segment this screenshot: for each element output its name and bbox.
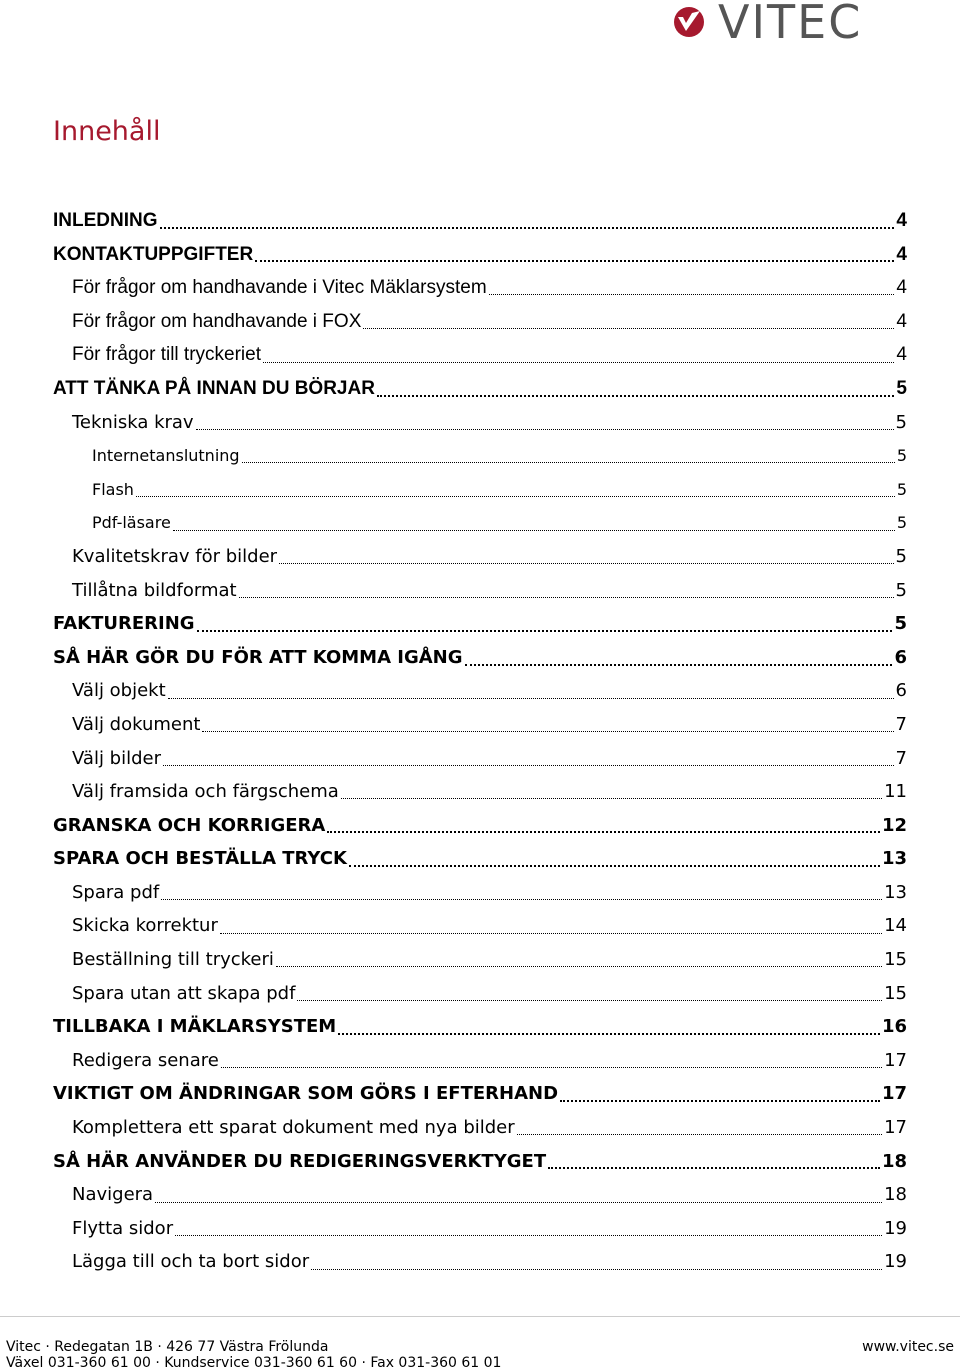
toc-dot-leader [168, 698, 894, 699]
toc-dot-leader [221, 1067, 882, 1068]
toc-entry-page-number: 5 [896, 513, 907, 533]
toc-entry-label: Spara utan att skapa pdf [72, 982, 296, 1004]
toc-entry-label: För frågor om handhavande i FOX [72, 310, 362, 332]
toc-entry-label: Tekniska krav [72, 411, 194, 433]
toc-entry-page-number: 17 [881, 1083, 907, 1105]
table-of-contents [53, 204, 907, 1279]
toc-entry[interactable] [53, 238, 907, 272]
toc-entry-label: Välj dokument [72, 713, 201, 735]
toc-entry-page-number: 17 [884, 1049, 907, 1071]
toc-dot-leader [349, 865, 880, 867]
toc-entry-page-number: 14 [884, 915, 907, 937]
toc-dot-leader [220, 933, 882, 934]
toc-entry[interactable] [53, 909, 907, 943]
toc-entry-page-number: 11 [884, 781, 907, 803]
toc-entry-page-number: 12 [881, 814, 907, 836]
page-title: Innehåll [53, 116, 161, 147]
toc-entry-label: Kvalitetskrav för bilder [72, 545, 278, 567]
toc-entry-page-number: 13 [881, 848, 907, 870]
toc-entry-page-number: 4 [896, 210, 907, 231]
toc-entry-page-number: 7 [895, 713, 907, 735]
footer-address: Vitec · Redegatan 1B · 426 77 Västra Frölunda [6, 1339, 329, 1355]
toc-entry[interactable] [53, 977, 907, 1011]
footer-divider [0, 1316, 960, 1317]
toc-entry[interactable] [53, 406, 907, 440]
toc-entry[interactable] [53, 271, 907, 305]
toc-dot-leader [338, 1033, 880, 1035]
toc-entry[interactable] [53, 674, 907, 708]
toc-entry-page-number: 4 [896, 277, 907, 299]
toc-dot-leader [517, 1134, 882, 1135]
toc-entry-page-number: 19 [884, 1217, 907, 1239]
toc-entry[interactable] [53, 943, 907, 977]
footer-line-2 [6, 1354, 954, 1372]
logo-text: VITEC [718, 0, 863, 49]
toc-entry[interactable] [53, 809, 907, 843]
toc-entry-label: Internetanslutning [92, 446, 240, 466]
toc-dot-leader [163, 765, 894, 766]
toc-entry[interactable] [53, 1044, 907, 1078]
footer-website-link[interactable]: www.vitec.se [862, 1339, 954, 1355]
toc-entry[interactable] [53, 540, 907, 574]
toc-entry[interactable] [53, 1245, 907, 1279]
toc-entry[interactable] [53, 204, 907, 238]
toc-entry-page-number: 5 [896, 446, 907, 466]
toc-dot-leader [161, 899, 882, 900]
toc-entry-label: INLEDNING [53, 210, 158, 231]
toc-dot-leader [465, 664, 893, 666]
toc-entry-label: KONTAKTUPPGIFTER [53, 243, 254, 265]
toc-entry-label: Skicka korrektur [72, 915, 218, 937]
toc-dot-leader [297, 1000, 882, 1001]
toc-dot-leader [311, 1269, 882, 1270]
toc-entry-label: Spara pdf [72, 881, 160, 903]
toc-entry-label: Pdf-läsare [92, 513, 171, 533]
toc-entry[interactable] [53, 641, 907, 675]
toc-dot-leader [242, 462, 895, 463]
toc-entry-label: GRANSKA OCH KORRIGERA [53, 814, 326, 836]
toc-entry-label: ATT TÄNKA PÅ INNAN DU BÖRJAR [53, 377, 375, 399]
toc-dot-leader [327, 831, 880, 833]
toc-entry-page-number: 5 [894, 613, 907, 635]
toc-dot-leader [363, 328, 894, 329]
toc-dot-leader [196, 429, 894, 430]
toc-entry-label: Flash [92, 479, 134, 499]
toc-entry-page-number: 4 [896, 310, 907, 332]
toc-entry[interactable] [53, 372, 907, 406]
toc-entry-page-number: 5 [895, 411, 907, 433]
toc-entry-page-number: 4 [896, 344, 907, 366]
toc-entry[interactable] [53, 473, 907, 507]
toc-entry[interactable] [53, 1077, 907, 1111]
toc-entry-label: TILLBAKA I MÄKLARSYSTEM [53, 1016, 337, 1038]
toc-entry-page-number: 6 [894, 646, 907, 668]
toc-entry-page-number: 5 [896, 377, 907, 399]
toc-entry-label: VIKTIGT OM ÄNDRINGAR SOM GÖRS I EFTERHAND [53, 1083, 559, 1105]
toc-entry[interactable] [53, 1111, 907, 1145]
toc-entry[interactable] [53, 506, 907, 540]
toc-entry[interactable] [53, 1145, 907, 1179]
toc-entry[interactable] [53, 1178, 907, 1212]
toc-entry-label: Välj framsida och färgschema [72, 781, 339, 803]
toc-entry[interactable] [53, 708, 907, 742]
toc-entry-label: FAKTURERING [53, 613, 195, 635]
toc-dot-leader [239, 597, 894, 598]
toc-entry-page-number: 19 [884, 1251, 907, 1273]
toc-entry-page-number: 13 [884, 881, 907, 903]
toc-dot-leader [160, 227, 895, 229]
toc-entry[interactable] [53, 876, 907, 910]
toc-entry-label: Redigera senare [72, 1049, 219, 1071]
toc-dot-leader [276, 966, 882, 967]
toc-entry-label: Beställning till tryckeri [72, 949, 274, 971]
toc-dot-leader [279, 563, 893, 564]
toc-entry-page-number: 6 [895, 680, 907, 702]
toc-entry-label: Tillåtna bildformat [72, 579, 237, 601]
toc-dot-leader [197, 630, 893, 632]
toc-entry[interactable] [53, 305, 907, 339]
toc-dot-leader [136, 496, 895, 497]
toc-entry-label: Lägga till och ta bort sidor [72, 1251, 310, 1273]
toc-entry-label: För frågor till tryckeriet [72, 344, 261, 366]
toc-entry[interactable] [53, 1010, 907, 1044]
toc-entry-label: Flytta sidor [72, 1217, 174, 1239]
toc-entry-label: SÅ HÄR ANVÄNDER DU REDIGERINGSVERKTYGET [53, 1150, 547, 1172]
toc-entry-page-number: 15 [884, 949, 907, 971]
toc-entry-label: För frågor om handhavande i Vitec Mäklarsystem [72, 277, 487, 299]
vitec-logo-mark-icon [672, 5, 706, 39]
toc-entry[interactable] [53, 742, 907, 776]
toc-dot-leader [263, 362, 894, 363]
toc-dot-leader [173, 530, 895, 531]
toc-entry-page-number: 5 [895, 579, 907, 601]
toc-dot-leader [255, 260, 894, 262]
toc-entry-page-number: 5 [896, 479, 907, 499]
toc-dot-leader [560, 1100, 880, 1102]
vitec-logo [672, 0, 928, 49]
toc-entry[interactable] [53, 1212, 907, 1246]
toc-entry-label: SÅ HÄR GÖR DU FÖR ATT KOMMA IGÅNG [53, 646, 463, 668]
toc-dot-leader [155, 1202, 882, 1203]
toc-entry-page-number: 18 [881, 1150, 907, 1172]
toc-entry-label: Komplettera ett sparat dokument med nya bilder [72, 1117, 515, 1139]
toc-entry-label: Navigera [72, 1184, 154, 1206]
footer-phones: Växel 031-360 61 00 · Kundservice 031-360 61 60 · Fax 031-360 61 01 [6, 1355, 502, 1371]
toc-entry[interactable] [53, 775, 907, 809]
toc-dot-leader [489, 294, 895, 295]
toc-dot-leader [175, 1235, 882, 1236]
toc-entry-page-number: 18 [884, 1184, 907, 1206]
toc-entry-label: Välj objekt [72, 680, 166, 702]
toc-entry-page-number: 4 [896, 243, 907, 265]
toc-entry-page-number: 16 [881, 1016, 907, 1038]
toc-entry-page-number: 7 [895, 747, 907, 769]
toc-entry[interactable] [53, 338, 907, 372]
toc-entry[interactable] [53, 842, 907, 876]
toc-entry[interactable] [53, 439, 907, 473]
toc-dot-leader [377, 395, 894, 397]
toc-entry[interactable] [53, 607, 907, 641]
toc-entry-page-number: 5 [895, 545, 907, 567]
toc-entry-page-number: 15 [884, 982, 907, 1004]
toc-dot-leader [548, 1167, 880, 1169]
toc-dot-leader [202, 731, 893, 732]
toc-entry-label: SPARA OCH BESTÄLLA TRYCK [53, 848, 347, 870]
toc-dot-leader [341, 798, 882, 799]
toc-entry-label: Välj bilder [72, 747, 161, 769]
toc-entry[interactable] [53, 574, 907, 608]
toc-entry-page-number: 17 [884, 1117, 907, 1139]
